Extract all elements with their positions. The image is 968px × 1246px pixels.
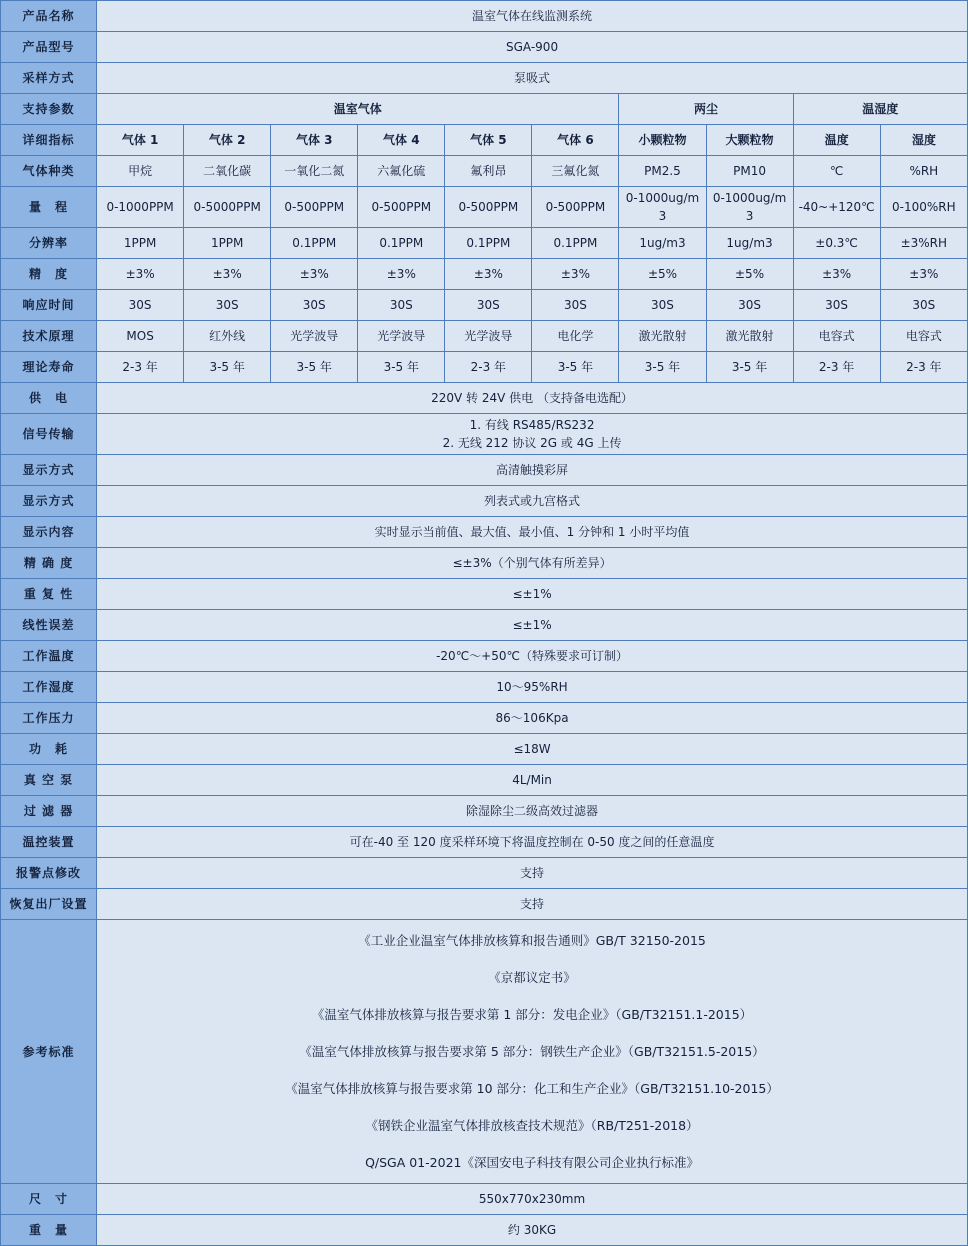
column-header: 小颗粒物 [619, 125, 706, 156]
row-label: 恢复出厂设置 [1, 889, 97, 920]
row-value-multiline [97, 920, 968, 1184]
value-line: 《温室气体排放核算与报告要求第 10 部分：化工和生产企业》（GB/T32151.10-2015） [285, 1081, 779, 1096]
group-header: 两尘 [619, 94, 793, 125]
data-cell: ±3% [793, 259, 880, 290]
group-header: 温室气体 [97, 94, 619, 125]
data-cell: 3-5 年 [358, 352, 445, 383]
row-label: 精 度 [1, 259, 97, 290]
table-row [1, 63, 968, 94]
value-line: 1. 有线 RS485/RS232 [469, 418, 595, 432]
data-cell: 光学波导 [445, 321, 532, 352]
data-cell: 激光散射 [706, 321, 793, 352]
row-value: 550x770x230mm [97, 1184, 968, 1215]
row-value: 高清触摸彩屏 [97, 455, 968, 486]
table-body [1, 1, 968, 1246]
row-value: 温室气体在线监测系统 [97, 1, 968, 32]
data-cell: ±3% [880, 259, 967, 290]
row-label: 量 程 [1, 187, 97, 228]
row-value: ≤±3%（个别气体有所差异） [97, 548, 968, 579]
table-row [1, 1, 968, 32]
row-label: 工作温度 [1, 641, 97, 672]
column-header: 气体 5 [445, 125, 532, 156]
data-cell: 30S [358, 290, 445, 321]
table-row [1, 32, 968, 63]
value-line: 《温室气体排放核算与报告要求第 1 部分：发电企业》（GB/T32151.1-2015） [311, 1007, 753, 1022]
data-cell: 3-5 年 [532, 352, 619, 383]
data-cell: 30S [184, 290, 271, 321]
table-row [1, 321, 968, 352]
data-cell: ±3% [271, 259, 358, 290]
data-cell: 0.1PPM [271, 228, 358, 259]
data-cell: 光学波导 [358, 321, 445, 352]
data-cell: %RH [880, 156, 967, 187]
row-value: 4L/Min [97, 765, 968, 796]
data-cell: 1PPM [184, 228, 271, 259]
value-line: 2. 无线 212 协议 2G 或 4G 上传 [442, 436, 622, 450]
data-cell: 激光散射 [619, 321, 706, 352]
data-cell: PM2.5 [619, 156, 706, 187]
column-header: 大颗粒物 [706, 125, 793, 156]
data-cell: 电容式 [880, 321, 967, 352]
column-header: 湿度 [880, 125, 967, 156]
value-line: 《工业企业温室气体排放核算和报告通则》GB/T 32150-2015 [358, 933, 706, 948]
data-cell: 3-5 年 [184, 352, 271, 383]
data-cell: 红外线 [184, 321, 271, 352]
row-value: 可在-40 至 120 度采样环境下将温度控制在 0-50 度之间的任意温度 [97, 827, 968, 858]
row-value-multiline [97, 414, 968, 455]
row-label: 理论寿命 [1, 352, 97, 383]
table-row [1, 352, 968, 383]
row-value: 支持 [97, 889, 968, 920]
table-row [1, 1184, 968, 1215]
row-label: 重 量 [1, 1215, 97, 1246]
row-value: 220V 转 24V 供电 （支持备电选配） [97, 383, 968, 414]
row-label: 温控装置 [1, 827, 97, 858]
data-cell: ±3% [532, 259, 619, 290]
table-row [1, 1215, 968, 1246]
data-cell: 一氧化二氮 [271, 156, 358, 187]
data-cell: 30S [706, 290, 793, 321]
data-cell: 甲烷 [97, 156, 184, 187]
column-header: 气体 1 [97, 125, 184, 156]
data-cell: 电化学 [532, 321, 619, 352]
data-cell: ±3%RH [880, 228, 967, 259]
data-cell: 30S [793, 290, 880, 321]
row-value: -20℃～+50℃（特殊要求可订制） [97, 641, 968, 672]
row-value: 列表式或九宫格式 [97, 486, 968, 517]
data-cell: 0-1000PPM [97, 187, 184, 228]
data-cell: 2-3 年 [880, 352, 967, 383]
group-header: 温湿度 [793, 94, 967, 125]
row-label: 供 电 [1, 383, 97, 414]
data-cell: 30S [445, 290, 532, 321]
row-label: 参考标准 [1, 920, 97, 1184]
table-row [1, 703, 968, 734]
data-cell: 30S [97, 290, 184, 321]
data-cell: ±0.3℃ [793, 228, 880, 259]
data-cell: 六氟化硫 [358, 156, 445, 187]
data-cell: 0.1PPM [445, 228, 532, 259]
data-cell: 2-3 年 [97, 352, 184, 383]
table-row [1, 187, 968, 228]
data-cell: 3-5 年 [706, 352, 793, 383]
data-cell: ±5% [619, 259, 706, 290]
row-label: 显示方式 [1, 486, 97, 517]
column-header: 温度 [793, 125, 880, 156]
row-label: 响应时间 [1, 290, 97, 321]
data-cell: ℃ [793, 156, 880, 187]
data-cell: ±5% [706, 259, 793, 290]
row-label: 精 确 度 [1, 548, 97, 579]
table-row [1, 290, 968, 321]
value-line: 《京都议定书》 [488, 970, 576, 985]
row-value: ≤±1% [97, 610, 968, 641]
row-label: 线性误差 [1, 610, 97, 641]
row-label: 技术原理 [1, 321, 97, 352]
table-row [1, 889, 968, 920]
row-label: 功 耗 [1, 734, 97, 765]
data-cell: 30S [619, 290, 706, 321]
data-cell: 3-5 年 [619, 352, 706, 383]
table-row [1, 796, 968, 827]
row-label: 显示内容 [1, 517, 97, 548]
table-row [1, 156, 968, 187]
data-cell: 0.1PPM [532, 228, 619, 259]
row-value: ≤18W [97, 734, 968, 765]
data-cell: 三氟化氮 [532, 156, 619, 187]
data-cell: 0.1PPM [358, 228, 445, 259]
table-row [1, 734, 968, 765]
table-row [1, 228, 968, 259]
data-cell: PM10 [706, 156, 793, 187]
data-cell: 1ug/m3 [619, 228, 706, 259]
table-row [1, 920, 968, 1184]
row-label: 重 复 性 [1, 579, 97, 610]
data-cell: 电容式 [793, 321, 880, 352]
row-label: 显示方式 [1, 455, 97, 486]
data-cell: ±3% [445, 259, 532, 290]
table-row [1, 455, 968, 486]
column-header: 气体 6 [532, 125, 619, 156]
data-cell: 3-5 年 [271, 352, 358, 383]
row-label: 采样方式 [1, 63, 97, 94]
data-cell: 0-500PPM [358, 187, 445, 228]
data-cell: 0-500PPM [271, 187, 358, 228]
row-label: 产品名称 [1, 1, 97, 32]
data-cell: 氟利昂 [445, 156, 532, 187]
data-cell: 0-500PPM [532, 187, 619, 228]
row-label: 支持参数 [1, 94, 97, 125]
data-cell: 二氧化碳 [184, 156, 271, 187]
table-row [1, 94, 968, 125]
row-value: ≤±1% [97, 579, 968, 610]
data-cell: -40~+120℃ [793, 187, 880, 228]
table-row [1, 486, 968, 517]
table-row [1, 414, 968, 455]
row-value: 10～95%RH [97, 672, 968, 703]
table-row [1, 672, 968, 703]
data-cell: 2-3 年 [445, 352, 532, 383]
row-value: SGA-900 [97, 32, 968, 63]
table-row [1, 827, 968, 858]
data-cell: 1ug/m3 [706, 228, 793, 259]
data-cell: 0-100%RH [880, 187, 967, 228]
table-row [1, 125, 968, 156]
row-value: 实时显示当前值、最大值、最小值、1 分钟和 1 小时平均值 [97, 517, 968, 548]
row-label: 产品型号 [1, 32, 97, 63]
row-value: 约 30KG [97, 1215, 968, 1246]
data-cell: 0-1000ug/m3 [706, 187, 793, 228]
row-label: 尺 寸 [1, 1184, 97, 1215]
row-value: 泵吸式 [97, 63, 968, 94]
table-row [1, 579, 968, 610]
data-cell: 0-1000ug/m3 [619, 187, 706, 228]
data-cell: 30S [880, 290, 967, 321]
data-cell: 0-5000PPM [184, 187, 271, 228]
table-row [1, 765, 968, 796]
data-cell: 1PPM [97, 228, 184, 259]
column-header: 气体 2 [184, 125, 271, 156]
row-value: 除湿除尘二级高效过滤器 [97, 796, 968, 827]
table-row [1, 548, 968, 579]
table-row [1, 259, 968, 290]
data-cell: ±3% [97, 259, 184, 290]
table-row [1, 858, 968, 889]
data-cell: 0-500PPM [445, 187, 532, 228]
row-value: 86～106Kpa [97, 703, 968, 734]
row-label: 详细指标 [1, 125, 97, 156]
row-label: 真 空 泵 [1, 765, 97, 796]
value-line: Q/SGA 01-2021《深国安电子科技有限公司企业执行标准》 [365, 1155, 699, 1170]
row-label: 气体种类 [1, 156, 97, 187]
row-label: 工作湿度 [1, 672, 97, 703]
table-row [1, 517, 968, 548]
row-label: 过 滤 器 [1, 796, 97, 827]
data-cell: ±3% [184, 259, 271, 290]
data-cell: MOS [97, 321, 184, 352]
data-cell: 光学波导 [271, 321, 358, 352]
column-header: 气体 4 [358, 125, 445, 156]
column-header: 气体 3 [271, 125, 358, 156]
row-label: 工作压力 [1, 703, 97, 734]
row-label: 分辨率 [1, 228, 97, 259]
data-cell: 2-3 年 [793, 352, 880, 383]
data-cell: ±3% [358, 259, 445, 290]
row-label: 报警点修改 [1, 858, 97, 889]
data-cell: 30S [532, 290, 619, 321]
data-cell: 30S [271, 290, 358, 321]
row-label: 信号传输 [1, 414, 97, 455]
value-line: 《温室气体排放核算与报告要求第 5 部分：钢铁生产企业》（GB/T32151.5-2015） [299, 1044, 765, 1059]
table-row [1, 641, 968, 672]
row-value: 支持 [97, 858, 968, 889]
table-row [1, 610, 968, 641]
table-row [1, 383, 968, 414]
value-line: 《钢铁企业温室气体排放核查技术规范》（RB/T251-2018） [365, 1118, 699, 1133]
